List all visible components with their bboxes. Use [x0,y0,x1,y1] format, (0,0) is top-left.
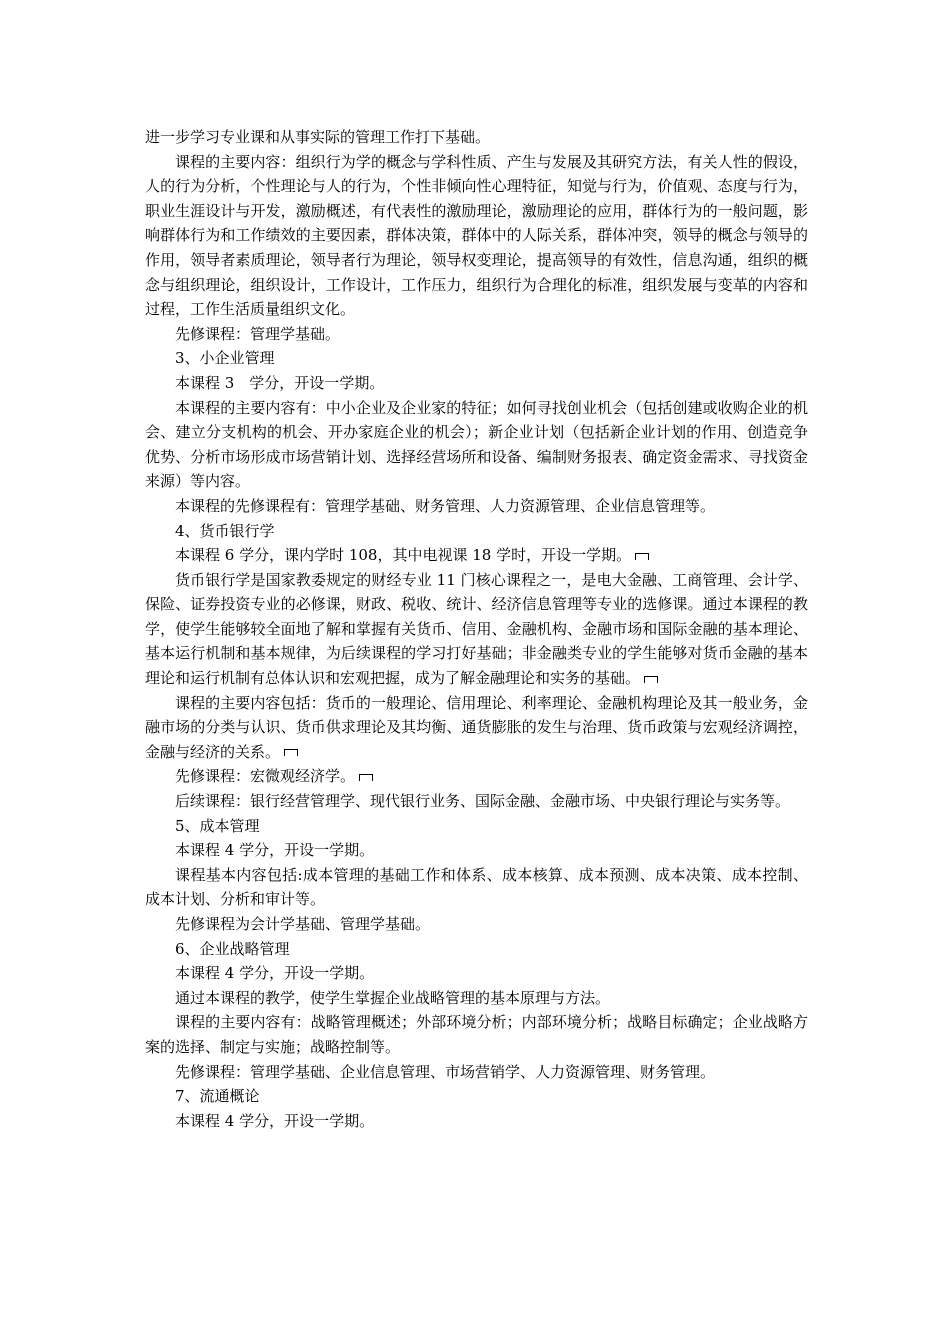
paragraph-mark-icon [284,749,298,756]
paragraph [145,961,808,986]
paragraph [145,396,808,494]
paragraph [145,322,808,347]
paragraph [145,543,808,568]
paragraph-text: 3、小企业管理 [175,349,275,368]
paragraph [145,1084,808,1109]
paragraph [145,912,808,937]
paragraph-text: 本课程 3 学分，开设一学期。 [175,373,385,392]
paragraph-mark-icon [635,553,649,560]
paragraph [145,986,808,1011]
paragraph [145,838,808,863]
paragraph-mark-icon [644,676,658,683]
paragraph-text: 后续课程：银行经营管理学、现代银行业务、国际金融、金融市场、中央银行理论与实务等。 [175,792,791,811]
paragraph [145,691,808,765]
paragraph-text: 本课程 6 学分，课内学时 108，其中电视课 18 学时，开设一学期。 [175,546,632,565]
paragraph-text: 本课程 4 学分，开设一学期。 [175,1111,375,1130]
paragraph-text: 本课程 4 学分，开设一学期。 [175,964,375,983]
paragraph [145,568,808,691]
paragraph-text: 6、企业战略管理 [175,939,290,958]
paragraph-text: 本课程 4 学分，开设一学期。 [175,841,375,860]
paragraph-text: 5、成本管理 [175,816,260,835]
paragraph-text: 本课程的先修课程有：管理学基础、财务管理、人力资源管理、企业信息管理等。 [175,496,716,515]
document-body [145,125,808,1133]
paragraph-text: 先修课程：宏微观经济学。 [175,767,356,786]
paragraph-text: 先修课程为会计学基础、管理学基础。 [175,915,431,933]
paragraph-text: 课程的主要内容包括：货币的一般理论、信用理论、利率理论、金融机构理论及其一般业务，金融市场的分类与认识、货币供求理论及其均衡、通货膨胀的发生与治理、货币政策与宏观经济调控，金融与经济的关系。 [145,693,808,761]
paragraph [145,519,808,544]
paragraph-mark-icon [359,774,373,781]
paragraph-text: 4、货币银行学 [175,521,275,540]
paragraph [145,494,808,519]
paragraph [145,764,808,789]
paragraph-text: 先修课程：管理学基础。 [175,324,341,343]
paragraph [145,814,808,839]
paragraph [145,1010,808,1059]
paragraph [145,125,808,150]
paragraph-text: 课程的主要内容：组织行为学的概念与学科性质、产生与发展及其研究方法，有关人性的假设，人的行为分析，个性理论与人的行为，个性非倾向性心理特征，知觉与行为，价值观、态度与行为，职业生涯设计与开发，激励概述，有代表性的激励理论，激励理论的应用，群体行为的一般问题，影响群体行为和工作绩效的主要因素，群体决策，群体中的人际关系，群体冲突，领导的概念与领导的作用，领导者素质理论，领导者行为理论，领导权变理论，提高领导的有效性，信息沟通，组织的概念与组织理论，组织设计，工作设计，工作压力，组织行为合理化的标准，组织发展与变革的内容和过程，工作生活质量组织文化。 [145,152,808,319]
paragraph [145,937,808,962]
paragraph [145,150,808,322]
paragraph [145,789,808,814]
paragraph-text: 7、流通概论 [175,1087,260,1106]
paragraph-text: 进一步学习专业课和从事实际的管理工作打下基础。 [145,128,491,146]
paragraph-text: 课程基本内容包括:成本管理的基础工作和体系、成本核算、成本预测、成本决策、成本控制、成本计划、分析和审计等。 [145,865,808,909]
paragraph-text: 先修课程：管理学基础、企业信息管理、市场营销学、人力资源管理、财务管理。 [175,1062,716,1081]
paragraph-text: 本课程的主要内容有：中小企业及企业家的特征；如何寻找创业机会（包括创建或收购企业的机会、建立分支机构的机会、开办家庭企业的机会）；新企业计划（包括新企业计划的作用、创造竞争优势、分析市场形成市场营销计划、选择经营场所和设备、编制财务报表、确定资金需求、寻找资金来源）等内容。 [145,398,808,491]
paragraph-text: 通过本课程的教学，使学生掌握企业战略管理的基本原理与方法。 [175,988,611,1007]
paragraph [145,371,808,396]
paragraph-text: 课程的主要内容有：战略管理概述；外部环境分析；内部环境分析；战略目标确定；企业战略方案的选择、制定与实施；战略控制等。 [145,1013,808,1056]
paragraph [145,346,808,371]
paragraph [145,1109,808,1134]
paragraph-text: 货币银行学是国家教委规定的财经专业 11 门核心课程之一，是电大金融、工商管理、会计学、保险、证券投资专业的必修课，财政、税收、统计、经济信息管理等专业的选修课。通过本课程的教学，使学生能够较全面地了解和掌握有关货币、信用、金融机构、金融市场和国际金融的基本理论、基本运行机制和基本规律，为后续课程的学习打好基础；非金融类专业的学生能够对货币金融的基本理论和运行机制有总体认识和宏观把握，成为了解金融理论和实务的基础。 [145,570,808,688]
paragraph [145,1060,808,1085]
paragraph [145,863,808,912]
